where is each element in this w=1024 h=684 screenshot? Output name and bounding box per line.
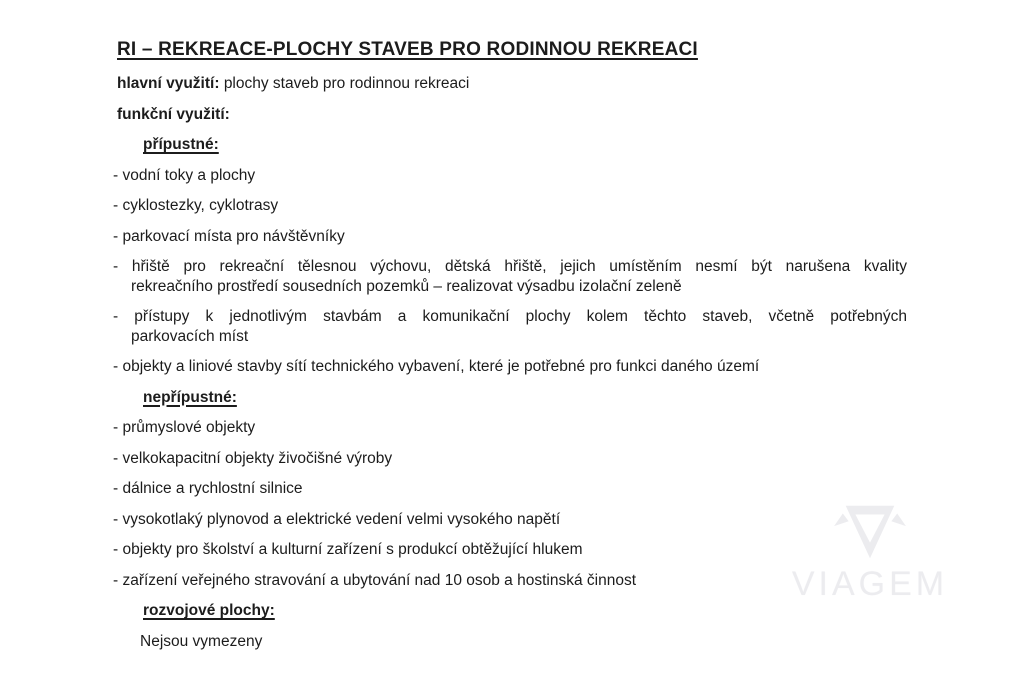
list-item-line: rekreačního prostředí sousedních pozemků – realizovat výsadbu izolační zeleně	[131, 277, 682, 295]
main-use-line	[117, 74, 907, 94]
development-note: Nejsou vymezeny	[140, 632, 263, 650]
list-item	[113, 449, 907, 469]
list-item	[113, 418, 907, 438]
main-use-value: plochy staveb pro rodinnou rekreaci	[223, 75, 470, 92]
list-item-line: - parkovací místa pro návštěvníky	[113, 227, 345, 245]
functional-use-label: funkční využití:	[117, 105, 230, 123]
list-item-line: - vodní toky a plochy	[113, 166, 256, 184]
section-heading-impermissible: nepřípustné:	[143, 388, 237, 406]
list-item-line: - dálnice a rychlostní silnice	[113, 480, 303, 497]
list-item-line: - průmyslové objekty	[113, 419, 256, 436]
section-heading-development: rozvojové plochy:	[143, 602, 275, 619]
list-item-line: - hřiště pro rekreační tělesnou výchovu, dětská hřiště, jejich umístěním nesmí být narušena kvality	[113, 258, 907, 275]
list-item	[113, 540, 907, 560]
list-item	[113, 357, 907, 377]
list-item	[113, 257, 907, 296]
list-item	[113, 571, 907, 591]
main-use-label: hlavní využití:	[117, 75, 220, 92]
list-item-line: - objekty pro školství a kulturní zařízení s produkcí obtěžující hlukem	[113, 541, 583, 558]
section-heading-permissible: přípustné:	[143, 136, 219, 153]
list-item	[113, 166, 907, 186]
list-item	[113, 510, 907, 530]
list-item	[113, 227, 907, 247]
list-item-line: - zařízení veřejného stravování a ubytování nad 10 osob a hostinská činnost	[113, 571, 637, 589]
list-item-line: parkovacích míst	[131, 327, 249, 345]
page-title: RI – REKREACE-PLOCHY STAVEB PRO RODINNOU REKREACI	[117, 39, 698, 60]
list-item	[113, 196, 907, 216]
list-item-line: - objekty a liniové stavby sítí technického vybavení, které je potřebné pro funkci daného území	[113, 358, 760, 375]
list-item-line: - vysokotlaký plynovod a elektrické vedení velmi vysokého napětí	[113, 510, 561, 528]
list-item	[113, 479, 907, 499]
list-item	[113, 307, 907, 346]
list-item-line: - velkokapacitní objekty živočišné výroby	[113, 449, 393, 467]
permissible-list	[113, 166, 907, 377]
list-item-line: - cyklostezky, cyklotrasy	[113, 197, 279, 214]
watermark-text: VIAGEM	[791, 565, 949, 603]
list-item-line: - přístupy k jednotlivým stavbám a komunikační plochy kolem těchto staveb, včetně potřebných	[113, 308, 907, 325]
impermissible-list	[113, 418, 907, 590]
